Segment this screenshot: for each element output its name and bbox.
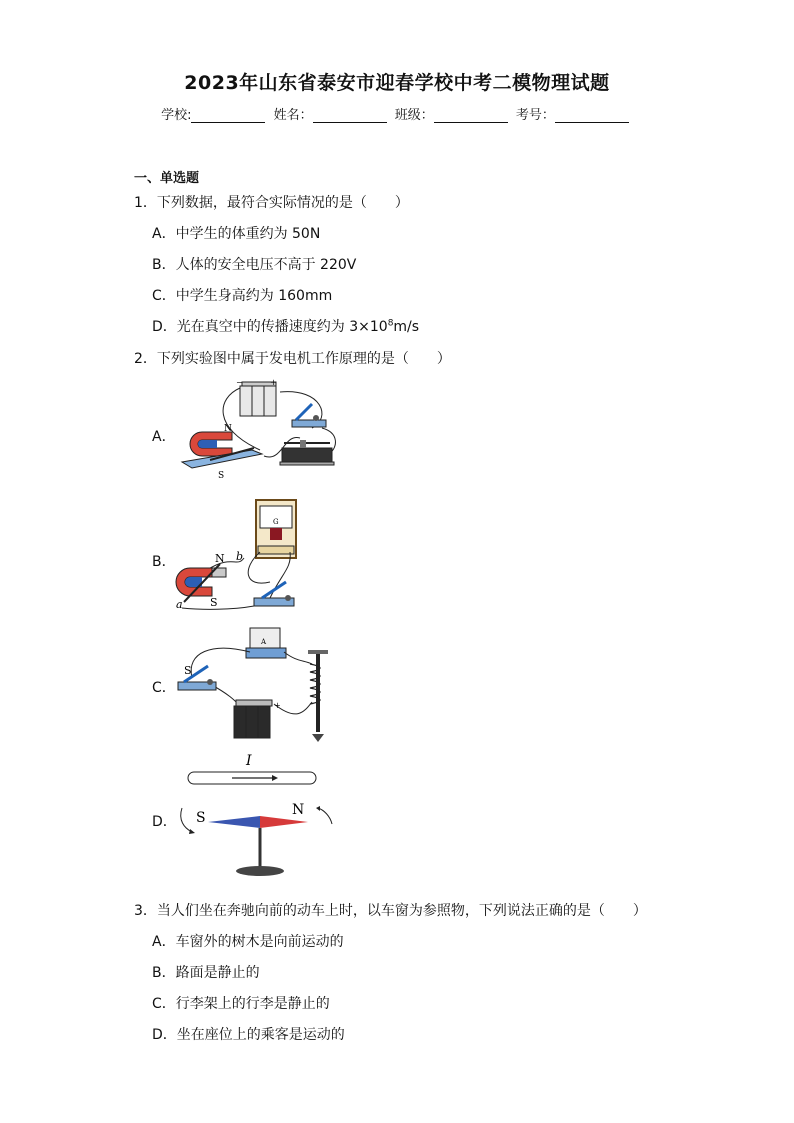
switch-icon [254,582,294,606]
battery-icon [240,382,276,416]
fig-c-battery-plus: + [274,701,281,710]
q1-option-c[interactable]: C．中学生身高约为 160mm [152,288,333,304]
q1-option-d-exponent: 8 [387,318,394,329]
q1-option-d-unit: m/s [393,319,420,335]
q2-option-b-label[interactable]: B． [152,554,176,570]
battery-plus: + [270,378,277,387]
fig-b-a-label: a [176,598,183,611]
compass-needle-icon [208,816,308,876]
q1-option-d[interactable] [152,316,419,336]
galvanometer-letter: G [273,518,279,526]
q2-option-d-label[interactable]: D． [152,814,177,830]
school-blank[interactable] [191,108,265,123]
q2-figure-c[interactable] [172,622,337,744]
q1-option-d-text: D．光在真空中的传播速度约为 3×10 [152,319,388,335]
student-info-line [0,104,794,123]
number-label: 考号： [515,108,555,123]
page-title: 2023年山东省泰安市迎春学校中考二模物理试题 [184,72,610,94]
q2-figure-d[interactable] [172,750,342,885]
number-blank[interactable] [555,108,629,123]
q3-stem: 3．当人们坐在奔驰向前的动车上时，以车窗为参照物，下列说法正确的是（ ） [134,903,647,919]
fig-a-n-label: N [224,424,232,434]
name-label: 姓名： [273,108,313,123]
q1-option-a[interactable]: A．中学生的体重约为 50N [152,226,321,242]
class-blank[interactable] [434,108,508,123]
school-label: 学校: [161,108,192,123]
fig-b-s-label: S [210,596,218,609]
current-label: I [246,753,252,769]
fig-b-b-label: b [236,550,244,563]
q3-option-a[interactable]: A．车窗外的树木是向前运动的 [152,934,344,950]
q1-stem: 1．下列数据，最符合实际情况的是（ ） [134,195,409,211]
q3-option-b[interactable]: B．路面是静止的 [152,965,260,981]
q3-option-c[interactable]: C．行李架上的行李是静止的 [152,996,330,1012]
galvanometer-icon [256,500,296,558]
fig-c-s-label: S [184,664,192,677]
ammeter-letter: A [261,638,267,646]
current-wire-icon [188,772,316,784]
q2-option-c-label[interactable]: C． [152,680,176,696]
horseshoe-magnet-icon [190,432,232,456]
q2-stem: 2．下列实验图中属于发电机工作原理的是（ ） [134,351,451,367]
rheostat-icon [280,440,334,465]
q2-figure-a[interactable] [172,378,342,483]
electromagnet-icon [308,650,328,742]
horseshoe-magnet-icon [176,568,226,596]
fig-d-n-label: N [292,802,305,818]
battery-icon [234,700,272,738]
battery-minus: − [236,378,243,387]
class-label: 班级： [394,108,434,123]
section-heading: 一、单选题 [134,171,200,186]
q2-option-a-label[interactable]: A． [152,429,176,445]
name-blank[interactable] [313,108,387,123]
q2-figure-b[interactable] [172,498,312,616]
fig-a-s-label: S [218,471,225,481]
fig-d-s-label: S [196,810,206,826]
q3-option-d[interactable]: D．坐在座位上的乘客是运动的 [152,1027,345,1043]
q1-option-b[interactable]: B．人体的安全电压不高于 220V [152,257,357,273]
fig-b-n-label: N [215,552,225,565]
